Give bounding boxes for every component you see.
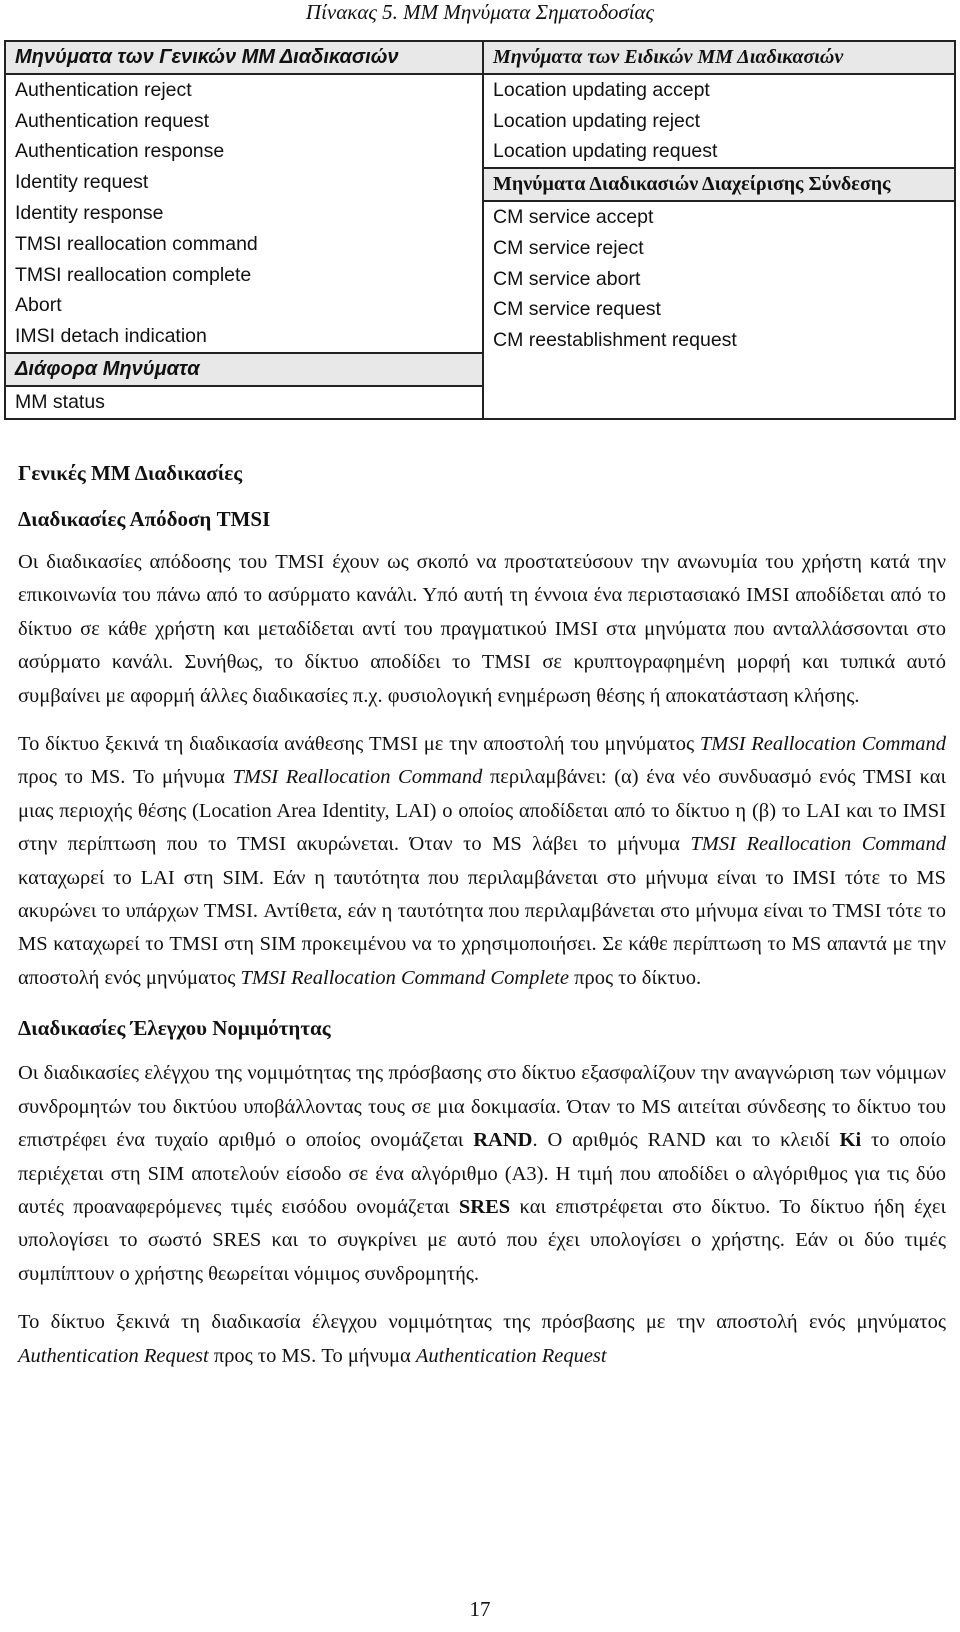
specific-procedures-column: [483, 41, 955, 419]
message-name: TMSI Reallocation Command Complete: [240, 966, 569, 989]
table-cell: CM service request: [493, 298, 661, 321]
table-caption: Πίνακας 5. ΜΜ Μηνύματα Σηματοδοσίας: [305, 0, 655, 24]
table-cell: CM service reject: [493, 236, 644, 259]
term-ki: Ki: [839, 1129, 862, 1152]
text-run: Οι διαδικασίες ελέγχου της νομιμότητας της πρόσβασης στο δίκτυο εξασφαλίζουν την αναγνώριση των νόμιμων συνδρομητών του δικτύου υποβάλλοντας τους σε μια δοκιμασία. Όταν το MS αιτείται σύνδεσης το δίκτυο του επιστρέφει ένα τυχαίο αριθμό ο οποίος ονομάζεται: [18, 1062, 946, 1152]
text-run: περιλαμβάνει: (α) ένα νέο συνδυασμό ενός TMSI και μιας περιοχής θέσης (Location Area Identity, LAI) ο οποίος αποδίδεται από το δίκτυο η (β) το LAI και το IMSI στην περίπτωση που το TMSI ακυρώνεται. Όταν το MS λάβει το μήνυμα: [18, 766, 946, 856]
table-cell: Location updating reject: [493, 109, 701, 132]
term-sres: SRES: [458, 1195, 511, 1218]
table-cell: Identity response: [15, 201, 164, 224]
specific-procedures-header: Μηνύματα των Ειδικών ΜΜ Διαδικασιών: [484, 42, 954, 75]
general-procedures-column: [5, 41, 483, 419]
message-name: Authentication Request: [18, 1344, 209, 1367]
message-name: Authentication Request: [415, 1344, 607, 1367]
text-run: . Ο αριθμός RAND και το κλειδί: [532, 1129, 840, 1152]
table-cell: TMSI reallocation command: [15, 232, 258, 255]
table-cell: MM status: [15, 390, 105, 413]
general-procedures-header: Μηνύματα των Γενικών ΜΜ Διαδικασιών: [6, 42, 482, 75]
table-cell: Authentication request: [15, 109, 210, 132]
text-run: καταχωρεί το LAI στη SIM. Εάν η ταυτότητα που περιλαμβάνεται στο μήνυμα είναι το IMSI τότε το MS ακυρώνει το υπάρχων TMSI. Αντίθετα, εάν η ταυτότητα που περιλαμβάνεται στο μήνυμα είναι το TMSI τότε το MS καταχωρεί το TMSI στη SIM προκειμένου να το χρησιμοποιήσει. Σε κάθε περίπτωση το MS απαντά με την αποστολή ενός μηνύματος: [18, 866, 946, 989]
text-run: Το δίκτυο ξεκινά τη διαδικασία έλεγχου νομιμότητας της πρόσβασης με την αποστολή ενός μηνύματος: [18, 1311, 946, 1334]
page-number: 17: [469, 1597, 491, 1621]
text-run: προς το δίκτυο.: [568, 966, 702, 989]
table-cell: Identity request: [15, 171, 149, 194]
table-cell: CM reestablishment request: [493, 329, 737, 352]
text-run: Το δίκτυο ξεκινά τη διαδικασία ανάθεσης TMSI με την αποστολή του μηνύματος: [18, 733, 700, 756]
text-run: και επιστρέφεται στο δίκτυο. Το δίκτυο ήδη έχει υπολογίσει το σωστό SRES και το συγκρίνει με αυτό που έχει υπολογίσει ο χρήστης. Εάν οι δύο τιμές συμπίπτουν ο χρήστης θεωρείται νόμιμος συνδρομητής.: [18, 1195, 947, 1285]
misc-messages-header: Διάφορα Μηνύματα: [6, 352, 482, 387]
connection-management-header: Μηνύματα Διαδικασιών Διαχείρισης Σύνδεσης: [484, 167, 954, 202]
authentication-paragraph-1: [18, 1057, 946, 1291]
authentication-paragraph-2: [18, 1306, 946, 1373]
message-name: TMSI Reallocation Command: [699, 733, 946, 756]
document-body: [18, 458, 946, 1388]
text-run: προς το MS. Το μήνυμα: [18, 766, 233, 789]
term-rand: RAND: [473, 1129, 533, 1152]
table-cell: CM service abort: [493, 267, 641, 290]
text-run: προς το MS. Το μήνυμα: [208, 1344, 416, 1367]
table-cell: IMSI detach indication: [15, 325, 207, 348]
table-cell: Location updating accept: [493, 78, 710, 101]
message-name: TMSI Reallocation Command: [690, 833, 947, 856]
message-name: TMSI Reallocation Command: [232, 766, 483, 789]
text-run: το οποίο περιέχεται στη SIM αποτελούν είσοδο σε ένα αλγόριθμο (A3). Η τιμή που αποδίδει ο αλγόριθμος για τις δύο αυτές προαναφερόμενες τιμές εισόδου ονομάζεται: [18, 1129, 946, 1218]
table-cell: Abort: [15, 294, 62, 317]
general-procedures-heading: Γενικές ΜΜ Διαδικασίες: [18, 461, 243, 485]
tmsi-paragraph-2: [18, 728, 946, 995]
authentication-procedures-heading: Διαδικασίες Έλεγχου Νομιμότητας: [18, 1016, 331, 1041]
table-cell: Authentication response: [15, 140, 225, 163]
table-cell: TMSI reallocation complete: [15, 263, 252, 286]
table-cell: Location updating request: [493, 140, 718, 163]
tmsi-procedures-heading: Διαδικασίες Απόδοση TMSI: [18, 507, 271, 531]
table-cell: CM service accept: [493, 205, 654, 228]
tmsi-paragraph-1: Οι διαδικασίες απόδοσης του TMSI έχουν ως σκοπό να προστατεύσουν την ανωνυμία του χρήστη κατά την επικοινωνία του πάνω από το ασύρματο κανάλι. Υπό αυτή τη έννοια ένα περιστασιακό IMSI αποδίδεται από το δίκτυο σε κάθε χρήστη και μεταδίδεται αντί του πραγματικού IMSI στα μηνύματα που ανταλλάσσονται στο ασύρματο κανάλι. Συνήθως, το δίκτυο αποδίδει το TMSI σε κρυπτογραφημένη μορφή και τυπικά αυτό συμβαίνει με αφορμή άλλες διαδικασίες π.χ. φυσιολογική ενημέρωση θέσης ή αποκατάσταση κλήσης.: [18, 551, 946, 707]
table-cell: Authentication reject: [15, 78, 192, 101]
mm-messages-table: [4, 40, 956, 420]
